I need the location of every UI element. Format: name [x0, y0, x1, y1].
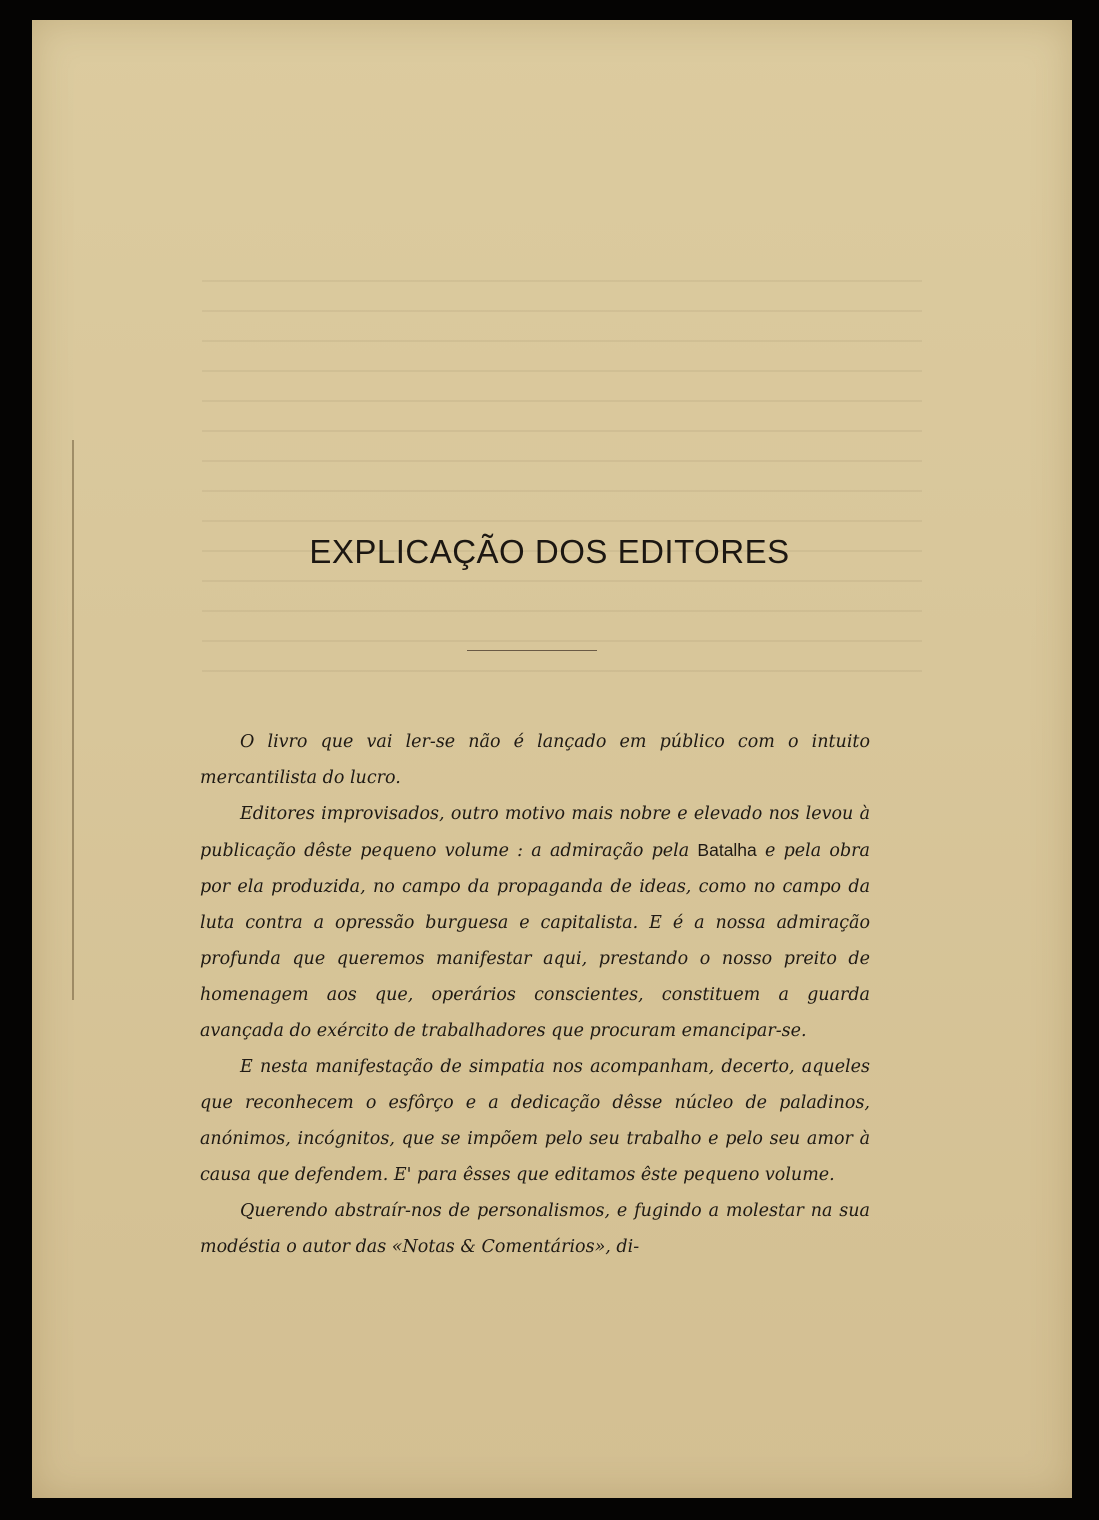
title-divider: [467, 650, 597, 651]
paragraph-2-start: Editores improvisados, outro motivo mais nobre e elevado nos levou à publicação dêste pequeno volume : a admiração pela: [200, 804, 870, 861]
paragraph-4: Querendo abstraír-nos de personalismos, e fugindo a molestar na sua modéstia o autor das «Notas & Comentários», di-: [200, 1201, 870, 1257]
binding-edge: [72, 440, 74, 1000]
paragraph-2-end: e pela obra por ela produzida, no campo da propaganda de ideas, como no campo da luta contra a opressão burguesa e capitalista. E é a nossa admiração profunda que queremos manifestar aqui, prestando o nosso preito de homenagem aos que, operários conscientes, constituem a guarda avançada do exército de trabalhadores que procuram emancipar-se.: [200, 841, 870, 1041]
show-through-texture: [202, 280, 922, 680]
paragraph-1: O livro que vai ler-se não é lançado em público com o intuito mercantilista do lucro.: [200, 732, 870, 788]
body-text: [200, 724, 870, 1265]
paragraph-3: E nesta manifestação de simpatia nos acompanham, decerto, aqueles que reconhecem o esfôrço e a dedicação dêsse núcleo de paladinos, anónimos, incógnitos, que se impõem pelo seu trabalho e pelo seu amor à causa que defendem. E' para êsses que editamos êste pequeno volume.: [200, 1057, 870, 1185]
newspaper-name: Batalha: [697, 840, 757, 860]
paragraph-2: [200, 796, 870, 1049]
page-title: EXPLICAÇÃO DOS EDITORES: [309, 533, 790, 570]
